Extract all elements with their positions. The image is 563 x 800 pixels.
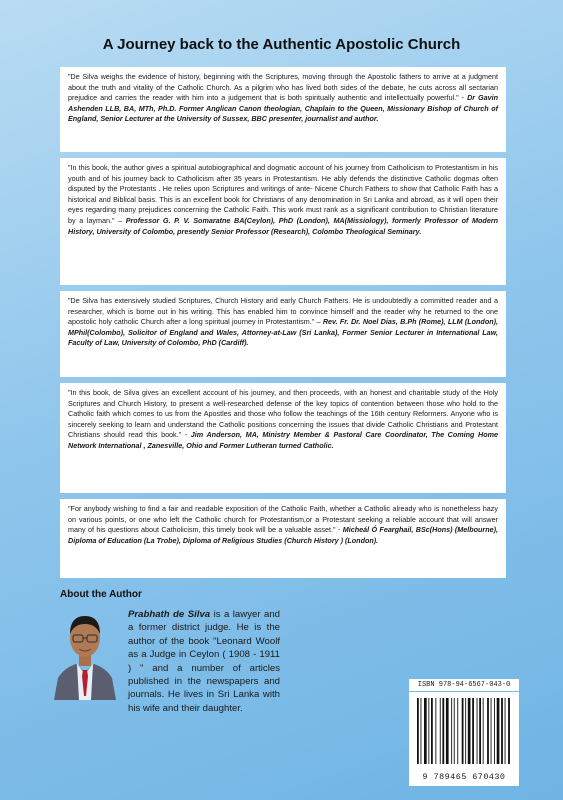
barcode-bar: [451, 698, 452, 764]
endorsement-quote: [60, 291, 506, 377]
barcode-bar: [446, 698, 449, 764]
barcode-bar: [442, 698, 444, 764]
author-bio: [128, 608, 280, 715]
barcode-bar: [417, 698, 419, 764]
author-name: Prabhath de Silva: [128, 609, 211, 620]
author-bio-text: is a lawyer and a former district judge. He is the author of the book "Leonard Woolf as a Judge in Ceylon ( 1908 - 1911 ) " and a number of articles published in the newspapers and journals. He lives in Sri Lanka with his wife and their daughter.: [128, 609, 280, 714]
quote-text: "De Silva has extensively studied Scriptures, Church History and early Church Fathers. He is undoubtedly a committed reader and a researcher, which is borne out in his writing. This has enabled him to convince himself and the reader why he returned to the one apostolic holy catholic Church after a long spiritual journey in Protestantism." –: [68, 296, 498, 327]
isbn-barcode: [409, 692, 519, 786]
about-author-heading: About the Author: [60, 589, 142, 600]
barcode-bar: [435, 698, 436, 764]
quote-text: "De Silva weighs the evidence of history, beginning with the Scriptures, moving through the Apostolic fathers to arrive at a judgment about the truth and vitality of the Catholic Church. As a pilgrim who has lived both sides of the debate, he cuts across all sectarian prejudice and carries the reader with him into a judgement that is both spiritually authentic and intellectually powerful." -: [68, 72, 498, 103]
barcode-bar: [431, 698, 433, 764]
quote-text: "In this book, the author gives a spiritual autobiographical and dogmatic account of his journey from Catholicism to Protestantism in his youth and of his journey back to Catholicism after 35 years in Protestantism. He ably defends the distinctive Catholic dogmas often disputed by the Protestants . He relies upon Scriptures and writings of ante- Nicene Church Fathers to show that Catholic Faith has a historical and Biblical basis. This is an excellent book for Christians of any denomination in Sri Lanka and abroad, as it will open their eyes regarding many prejudices concerning the Catholic Faith. This work must rank as a significant contribution to Christian literature by a layman." –: [68, 163, 498, 225]
endorsement-quote: [60, 499, 506, 578]
quote-text: "For anybody wishing to find a fair and readable exposition of the Catholic Faith, whether a Catholic already who is nonetheless hazy on various points, or one who left the Catholic church for Protestantism,or a Protestant seeking a reliable account that will answer many of his questions about Catholicism, this timely book will be a valuable asset." -: [68, 504, 498, 535]
barcode-bars: [415, 698, 513, 764]
quote-attribution: Rev. Fr. Dr. Noel Dias, B.Ph (Rome), LLM (London), MPhil(Colombo), Solicitor of England and Wales, Attorney-at-Law (Sri Lanka), Former Senior Lecturer in International Law, Faculty of Law, University of Colombo, PhD (Cardiff).: [68, 317, 498, 348]
barcode-bar: [457, 698, 458, 764]
barcode-bar: [494, 698, 495, 764]
barcode-bar: [428, 698, 429, 764]
barcode-bar: [505, 698, 506, 764]
barcode-bar: [465, 698, 466, 764]
quote-attribution: Micheál Ó Fearghail, BSc(Hons) (Melbourne), Diploma of Education (La Trobe), Diploma of Religious Studies (Church History ) (London).: [68, 525, 498, 545]
endorsement-quote: [60, 383, 506, 493]
barcode-bar: [479, 698, 481, 764]
barcode-bar: [508, 698, 510, 764]
barcode-bar: [501, 698, 503, 764]
quote-attribution: Jim Anderson, MA, Ministry Member & Pastoral Care Coordinator, The Coming Home Network International , Zanesville, Ohio and Former Lutheran turned Catholic.: [68, 430, 498, 450]
barcode-bar: [497, 698, 500, 764]
barcode-bar: [424, 698, 427, 764]
isbn-label: ISBN 978-94-6567-043-0: [409, 679, 519, 691]
quote-attribution: Dr Gavin Ashenden LLB, BA, MTh, Ph.D. Former Anglican Canon theologian, Chaplain to the Queen, Missionary Bishop of Church of England, Senior Lecturer at the University of Sussex, BBC presenter, journalist and author.: [68, 93, 498, 124]
barcode-bar: [468, 698, 471, 764]
barcode-bar: [454, 698, 455, 764]
barcode-bar: [421, 698, 422, 764]
barcode-bar: [462, 698, 464, 764]
barcode-bar: [483, 698, 484, 764]
barcode-bar: [477, 698, 478, 764]
back-cover-title: A Journey back to the Authentic Apostolic Church: [102, 36, 461, 53]
quote-attribution: Professor G. P. V. Somaratne BA(Ceylon), PhD (London), MA(Missiology), formerly Professor of Modern History, University of Colombo, presently Senior Professor (Research), Colombo Theological Seminary.: [68, 215, 499, 236]
author-photo: [50, 604, 120, 700]
barcode-bar: [440, 698, 441, 764]
barcode-bar: [491, 698, 492, 764]
endorsement-quote: [60, 67, 506, 152]
isbn-digits: 9 789465 670430: [422, 772, 506, 782]
quote-text: "In this book, de Silva gives an excellent account of his journey, and then proceeds, with an honest and charitable study of the Holy Scriptures and Church History, to present a well-researched defense of the key topics of contention between those who hold to the Catholic faith which comes to us from the Apostles and those who follow the teachings of the 16th century Reformers. Anyone who is sincerely seeking to learn and understand the Catholic positions concerning the issues that divide Catholic Christians and Protestant Christians should read this book." -: [68, 388, 498, 440]
barcode-bar: [472, 698, 474, 764]
endorsement-quote: [60, 158, 506, 285]
barcode-bar: [487, 698, 489, 764]
